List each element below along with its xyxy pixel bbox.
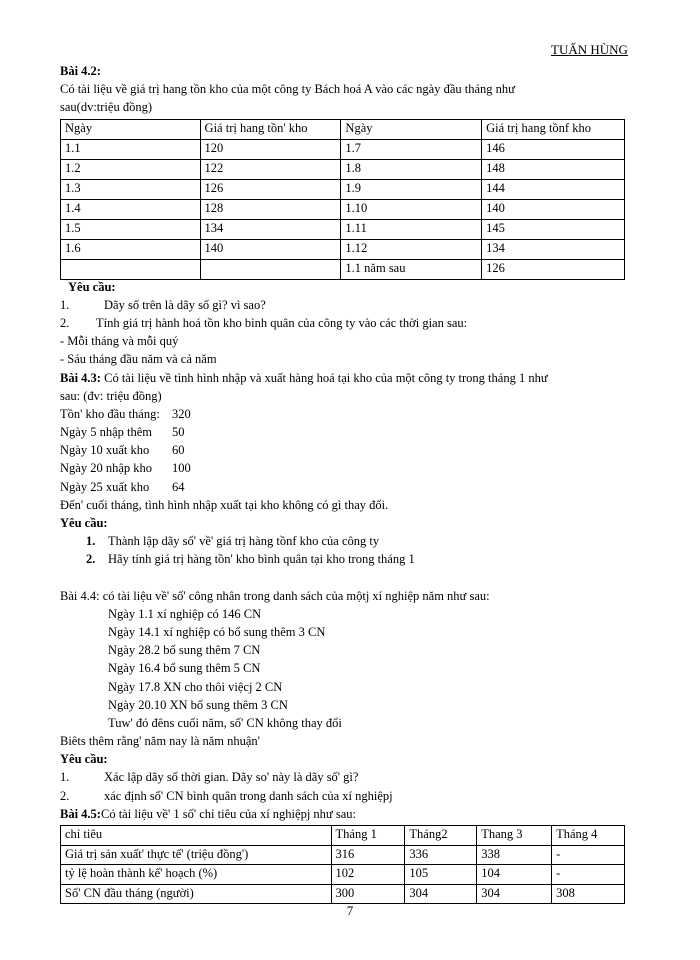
requirement-subitem: - Mỗi tháng và mỗi quý	[60, 334, 179, 349]
table-header-row	[61, 119, 625, 139]
event-item: Ngày 17.8 XN cho thôi việcj 2 CN	[108, 679, 283, 694]
inventory-item	[60, 425, 626, 443]
table-header-cell: Ngày	[341, 119, 482, 139]
page-content	[60, 64, 626, 904]
table-row	[61, 219, 625, 239]
event-item: Ngày 20.10 XN bổ sung thêm 3 CN	[108, 697, 288, 712]
table-cell: 126	[482, 259, 625, 279]
requirement-text: Dãy số trên là dãy số gì? vì sao?	[104, 297, 266, 312]
exercise-4-2-intro-cont: sau(dv:triệu đồng)	[60, 100, 152, 115]
table-cell: 134	[200, 219, 341, 239]
exercise-4-5-title: Bài 4.5:	[60, 806, 101, 821]
requirement-text: Tính giá trị hành hoá tồn kho bình quân của công ty vào các thời gian sau:	[96, 315, 468, 330]
table-header-cell: Ngày	[61, 119, 201, 139]
table-cell: -	[552, 865, 625, 885]
table-cell: 105	[405, 865, 477, 885]
exercise-4-3-text: Có tài liệu về tình hình nhập và xuất hàng hoá tại kho của một công ty trong tháng 1 như	[100, 370, 548, 385]
table-cell: -	[552, 845, 625, 865]
exercise-4-3-intro	[60, 371, 626, 389]
event-item: Ngày 1.1 xí nghiệp có 146 CN	[108, 606, 262, 621]
requirement-item	[60, 789, 626, 807]
exercise-4-3-note: Đến' cuối tháng, tình hình nhập xuất tại kho không có gì thay đổi.	[60, 497, 389, 512]
table-cell: 338	[477, 845, 552, 865]
table-cell: 1.10	[341, 199, 482, 219]
requirement-text: xác định số' CN bình quân trong danh sách của xí nghiệpj	[104, 788, 393, 803]
table-cell: 1.1	[61, 139, 201, 159]
table-cell: 1.8	[341, 159, 482, 179]
table-cell: 120	[200, 139, 341, 159]
requirement-text: Hãy tính giá trị hàng tồn' kho bình quân tại kho trong tháng 1	[108, 552, 415, 567]
exercise-4-4-intro: Bài 4.4: có tài liệu về' số' công nhân trong danh sách của mộtj xí nghiệp năm như sau:	[60, 588, 490, 603]
table-cell: 104	[477, 865, 552, 885]
table-row	[61, 159, 625, 179]
table-cell: 1.9	[341, 179, 482, 199]
requirement-item	[60, 534, 626, 552]
table-cell: 316	[331, 845, 405, 865]
inventory-table	[60, 119, 625, 280]
exercise-4-3-title: Bài 4.3:	[60, 370, 101, 385]
table-cell: 134	[482, 239, 625, 259]
table-row	[61, 865, 625, 885]
item-value: 50	[172, 425, 185, 440]
table-cell: 102	[331, 865, 405, 885]
requirement-number: 2.	[60, 788, 70, 803]
item-value: 320	[172, 406, 191, 421]
table-cell: 122	[200, 159, 341, 179]
inventory-item	[60, 407, 626, 425]
table-cell: 1.6	[61, 239, 201, 259]
table-cell: 336	[405, 845, 477, 865]
table-header-cell: Giá trị hang tồn' kho	[200, 119, 341, 139]
item-label: Tồn' kho đầu tháng:	[60, 406, 160, 421]
item-value: 100	[172, 461, 191, 476]
event-item: Ngày 16.4 bổ sung thêm 5 CN	[108, 661, 261, 676]
item-label: Ngày 5 nhập thêm	[60, 425, 152, 440]
table-row	[61, 845, 625, 865]
table-header-cell: chỉ tiêu	[61, 826, 332, 846]
event-item: Ngày 14.1 xí nghiệp có bổ sung thêm 3 CN	[108, 624, 326, 639]
table-header-cell: Tháng2	[405, 826, 477, 846]
requirement-number: 2.	[86, 552, 96, 567]
table-row	[61, 139, 625, 159]
inventory-item	[60, 461, 626, 479]
table-cell: 1.1 năm sau	[341, 259, 482, 279]
exercise-4-4-note: Biêts thêm rằng' năm nay là năm nhuận'	[60, 734, 260, 749]
table-row	[61, 884, 625, 904]
requirement-number: 1.	[60, 297, 70, 312]
requirement-text: Thành lập dãy số' về' giá trị hàng tồnf kho của công ty	[108, 534, 380, 549]
table-header-cell: Tháng 4	[552, 826, 625, 846]
item-value: 60	[172, 443, 185, 458]
table-cell: 304	[477, 884, 552, 904]
author-header: TUẤN HÙNG	[551, 42, 628, 57]
table-cell: 300	[331, 884, 405, 904]
table-cell: 1.12	[341, 239, 482, 259]
item-label: Ngày 20 nhập kho	[60, 461, 152, 476]
table-cell: 128	[200, 199, 341, 219]
table-cell: 308	[552, 884, 625, 904]
exercise-4-3-intro-cont: sau: (đv: triệu đồng)	[60, 388, 162, 403]
requirement-item	[60, 770, 626, 788]
table-cell: 146	[482, 139, 625, 159]
table-header-cell: Tháng 1	[331, 826, 405, 846]
event-item: Ngày 28.2 bổ sung thêm 7 CN	[108, 643, 261, 658]
requirements-heading: Yêu cầu:	[60, 752, 108, 767]
table-row	[61, 239, 625, 259]
item-label: Ngày 25 xuất kho	[60, 479, 150, 494]
table-cell: 1.4	[61, 199, 201, 219]
requirement-number: 1.	[86, 534, 96, 549]
indicators-table	[60, 825, 625, 904]
exercise-4-2-title: Bài 4.2:	[60, 64, 101, 78]
exercise-4-5-intro	[60, 807, 626, 825]
event-item: Tuw' đó đêns cuối năm, số' CN không thay đổi	[108, 715, 342, 730]
table-cell: 140	[482, 199, 625, 219]
table-cell: 1.7	[341, 139, 482, 159]
table-cell: tỷ lệ hoàn thành kế' hoạch (%)	[61, 865, 332, 885]
table-header-row	[61, 826, 625, 846]
requirement-number: 1.	[60, 770, 70, 785]
table-cell: 145	[482, 219, 625, 239]
table-cell: 140	[200, 239, 341, 259]
inventory-item	[60, 480, 626, 498]
table-cell	[200, 259, 341, 279]
table-cell: 148	[482, 159, 625, 179]
exercise-4-5-text: Có tài liệu về' 1 số' chỉ tiêu của xí nghiệpj như sau:	[100, 806, 356, 821]
table-cell: 1.2	[61, 159, 201, 179]
requirement-number: 2.	[60, 315, 70, 330]
item-value: 64	[172, 479, 185, 494]
table-row	[61, 179, 625, 199]
requirement-item	[60, 316, 626, 334]
table-cell: 126	[200, 179, 341, 199]
table-cell: 1.11	[341, 219, 482, 239]
table-row	[61, 259, 625, 279]
table-header-cell: Giá trị hang tồnf kho	[482, 119, 625, 139]
page-number: 7	[346, 903, 354, 918]
requirement-text: Xác lập dãy số thời gian. Dãy so' này là dãy số' gì?	[104, 770, 359, 785]
blank-line	[60, 571, 626, 589]
inventory-item	[60, 443, 626, 461]
item-label: Ngày 10 xuất kho	[60, 443, 150, 458]
table-cell: 1.5	[61, 219, 201, 239]
requirements-heading: Yêu cầu:	[68, 279, 116, 294]
exercise-4-2-intro: Có tài liệu về giá trị hang tồn kho của một công ty Bách hoá A vào các ngày đầu tháng như	[60, 82, 515, 97]
requirement-item	[60, 298, 626, 316]
table-header-cell: Thang 3	[477, 826, 552, 846]
table-cell: 1.3	[61, 179, 201, 199]
requirement-item	[60, 552, 626, 570]
table-cell: Số' CN đầu tháng (người)	[61, 884, 332, 904]
requirement-subitem: - Sáu tháng đầu năm và cả năm	[60, 352, 217, 367]
requirements-heading: Yêu cầu:	[60, 516, 108, 530]
table-cell: 304	[405, 884, 477, 904]
table-row	[61, 199, 625, 219]
table-cell	[61, 259, 201, 279]
table-cell: 144	[482, 179, 625, 199]
table-cell: Giá trị sản xuất' thực tế' (triệu đồng')	[61, 845, 332, 865]
